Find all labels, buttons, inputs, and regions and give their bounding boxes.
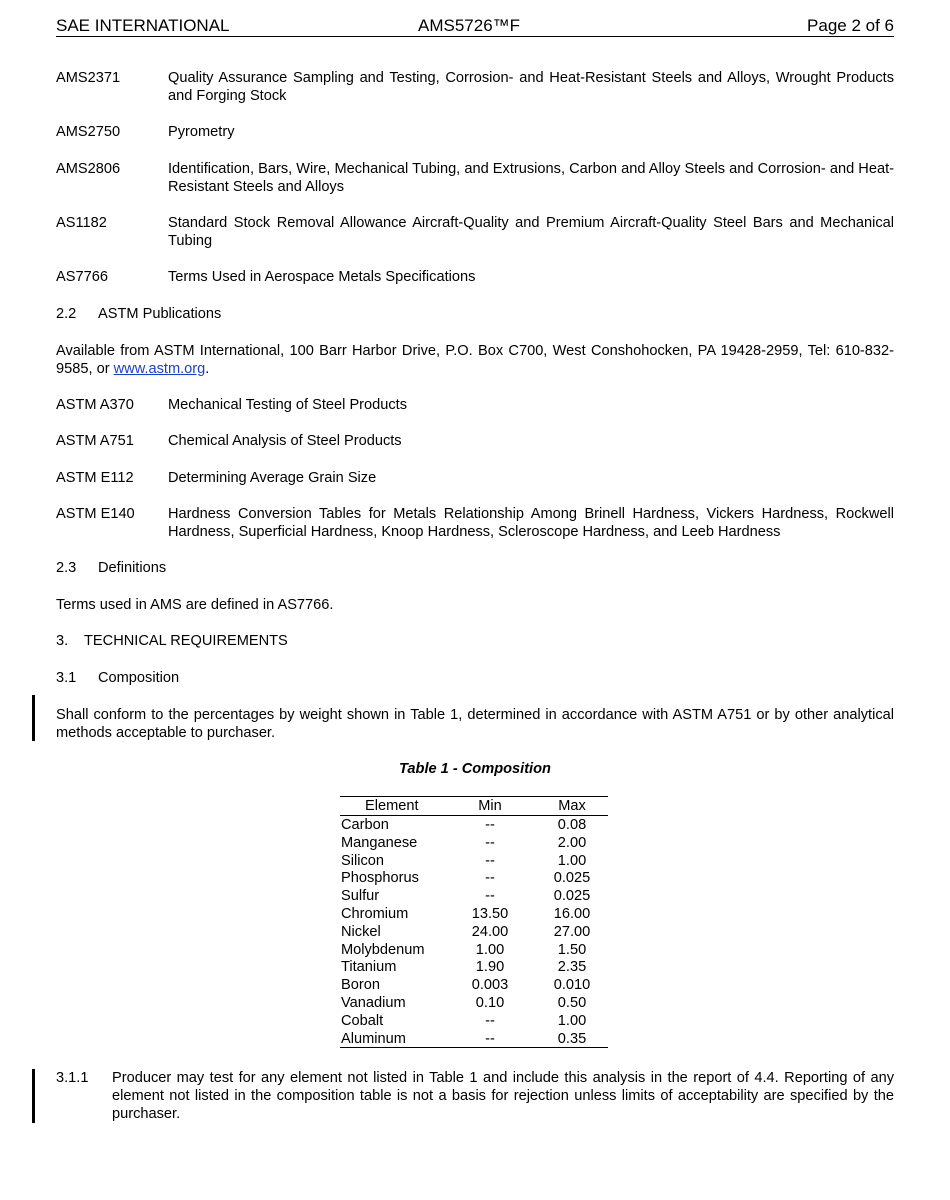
section-title: TECHNICAL REQUIREMENTS [84, 633, 288, 649]
table-row [340, 852, 608, 870]
element-cell: Nickel [341, 923, 381, 940]
reference-title: Quality Assurance Sampling and Testing, Corrosion- and Heat-Resistant Steels and Alloys, Wrought Products and Forging Stock [168, 70, 894, 104]
reference-code: AMS2806 [56, 161, 121, 177]
astm-website-link[interactable]: www.astm.org [113, 361, 206, 377]
min-cell: 1.00 [475, 941, 505, 958]
min-cell: -- [485, 888, 495, 905]
table-row [340, 905, 608, 923]
element-cell: Sulfur [341, 888, 380, 905]
section-number: 3.1 [56, 670, 77, 686]
min-cell: 0.10 [475, 994, 505, 1011]
min-cell: -- [485, 1030, 495, 1047]
reference-code: AMS2371 [56, 70, 121, 86]
reference-code: AS1182 [56, 215, 107, 231]
composition-paragraph: Shall conform to the percentages by weight shown in Table 1, determined in accordance with ASTM A751 or by other analytical methods acceptable to purchaser. [56, 707, 894, 741]
composition-table [340, 796, 608, 1048]
reference-title: Identification, Bars, Wire, Mechanical Tubing, and Extrusions, Carbon and Alloy Steels and Corrosion- and Heat-Resistant Steels and Alloys [168, 161, 894, 195]
min-cell: -- [485, 870, 495, 887]
element-cell: Chromium [341, 905, 409, 922]
table-header-row [340, 797, 608, 816]
max-cell: 0.010 [553, 977, 591, 994]
min-cell: -- [485, 852, 495, 869]
table-row [340, 1012, 608, 1030]
element-cell: Molybdenum [341, 941, 425, 958]
availability-trailing: . [205, 361, 210, 377]
definitions-paragraph: Terms used in AMS are defined in AS7766. [56, 597, 334, 613]
reference-title: Chemical Analysis of Steel Products [168, 433, 402, 449]
min-cell: -- [485, 1012, 495, 1029]
section-number: 3. [56, 633, 69, 649]
reference-title: Standard Stock Removal Allowance Aircraft-Quality and Premium Aircraft-Quality Steel Bars and Mechanical Tubing [168, 215, 894, 249]
element-cell: Silicon [341, 852, 384, 869]
table-row [340, 887, 608, 905]
section-title: ASTM Publications [98, 306, 222, 322]
table-row [340, 941, 608, 959]
header-page-label: Page 2 of 6 [807, 16, 894, 35]
element-cell: Aluminum [341, 1030, 406, 1047]
reference-code: AMS2750 [56, 124, 121, 140]
reference-code: ASTM E112 [56, 470, 134, 486]
section-number: 2.2 [56, 306, 77, 322]
element-cell: Vanadium [341, 994, 406, 1011]
reference-title: Determining Average Grain Size [168, 470, 377, 486]
table-row [340, 816, 608, 834]
max-cell: 1.00 [557, 1012, 587, 1029]
revision-change-bar [32, 695, 35, 741]
max-cell: 0.50 [557, 994, 587, 1011]
section-title: Composition [98, 670, 180, 686]
table-row [340, 869, 608, 887]
section-heading-3 [56, 632, 288, 650]
max-cell: 0.025 [553, 870, 591, 887]
section-heading-2-3 [56, 559, 166, 577]
column-header-max: Max [558, 798, 586, 814]
max-cell: 2.00 [557, 834, 587, 851]
header-document-id: AMS5726™F [418, 16, 521, 35]
element-cell: Carbon [341, 817, 389, 833]
min-cell: -- [485, 817, 495, 833]
reference-code: ASTM E140 [56, 506, 135, 522]
table-row [340, 976, 608, 994]
max-cell: 1.00 [557, 852, 587, 869]
header-organization: SAE INTERNATIONAL [56, 16, 230, 35]
page-header [56, 16, 894, 37]
min-cell: 1.90 [475, 959, 505, 976]
reference-title: Pyrometry [168, 124, 235, 140]
section-number: 3.1.1 [56, 1070, 89, 1086]
reference-title: Hardness Conversion Tables for Metals Relationship Among Brinell Hardness, Vickers Hardness, Rockwell Hardness, Superficial Hardness, Knoop Hardness, Scleroscope Hardness, and Leeb Hardness [168, 506, 894, 540]
element-cell: Boron [341, 977, 380, 994]
reference-title: Mechanical Testing of Steel Products [168, 397, 408, 413]
min-cell: -- [485, 834, 495, 851]
max-cell: 27.00 [553, 923, 591, 940]
section-heading-3-1 [56, 669, 179, 687]
element-cell: Phosphorus [341, 870, 419, 887]
reference-code: ASTM A370 [56, 397, 134, 413]
table-row [340, 1030, 608, 1048]
element-cell: Titanium [341, 959, 397, 976]
max-cell: 2.35 [557, 959, 587, 976]
revision-change-bar [32, 1069, 35, 1123]
reference-title: Terms Used in Aerospace Metals Specifications [168, 269, 476, 285]
min-cell: 0.003 [471, 977, 509, 994]
table-row [340, 958, 608, 976]
section-title: Definitions [98, 560, 167, 576]
availability-text: Available from ASTM International, 100 Barr Harbor Drive, P.O. Box C700, West Conshohocken, PA 19428-2959, Tel: 610-832-9585, or [56, 343, 894, 377]
max-cell: 0.08 [557, 817, 587, 833]
max-cell: 16.00 [553, 905, 591, 922]
max-cell: 0.35 [557, 1030, 587, 1047]
max-cell: 1.50 [557, 941, 587, 958]
column-header-element: Element [365, 798, 419, 814]
table-row [340, 994, 608, 1012]
min-cell: 13.50 [471, 905, 509, 922]
table-row [340, 923, 608, 941]
reference-code: AS7766 [56, 269, 108, 285]
section-number: 2.3 [56, 560, 77, 576]
column-header-min: Min [478, 798, 502, 814]
section-heading-2-2 [56, 305, 221, 323]
table-caption: Table 1 - Composition [399, 761, 551, 777]
min-cell: 24.00 [471, 923, 509, 940]
element-cell: Manganese [341, 834, 418, 851]
section-text: Producer may test for any element not listed in Table 1 and include this analysis in the report of 4.4. Reporting of any element not listed in the composition table is not a basis for rejection unless limits of acceptability are specified by the purchaser. [112, 1070, 894, 1122]
table-row [340, 834, 608, 852]
astm-availability-paragraph [56, 342, 894, 378]
reference-code: ASTM A751 [56, 433, 134, 449]
element-cell: Cobalt [341, 1012, 384, 1029]
max-cell: 0.025 [553, 888, 591, 905]
